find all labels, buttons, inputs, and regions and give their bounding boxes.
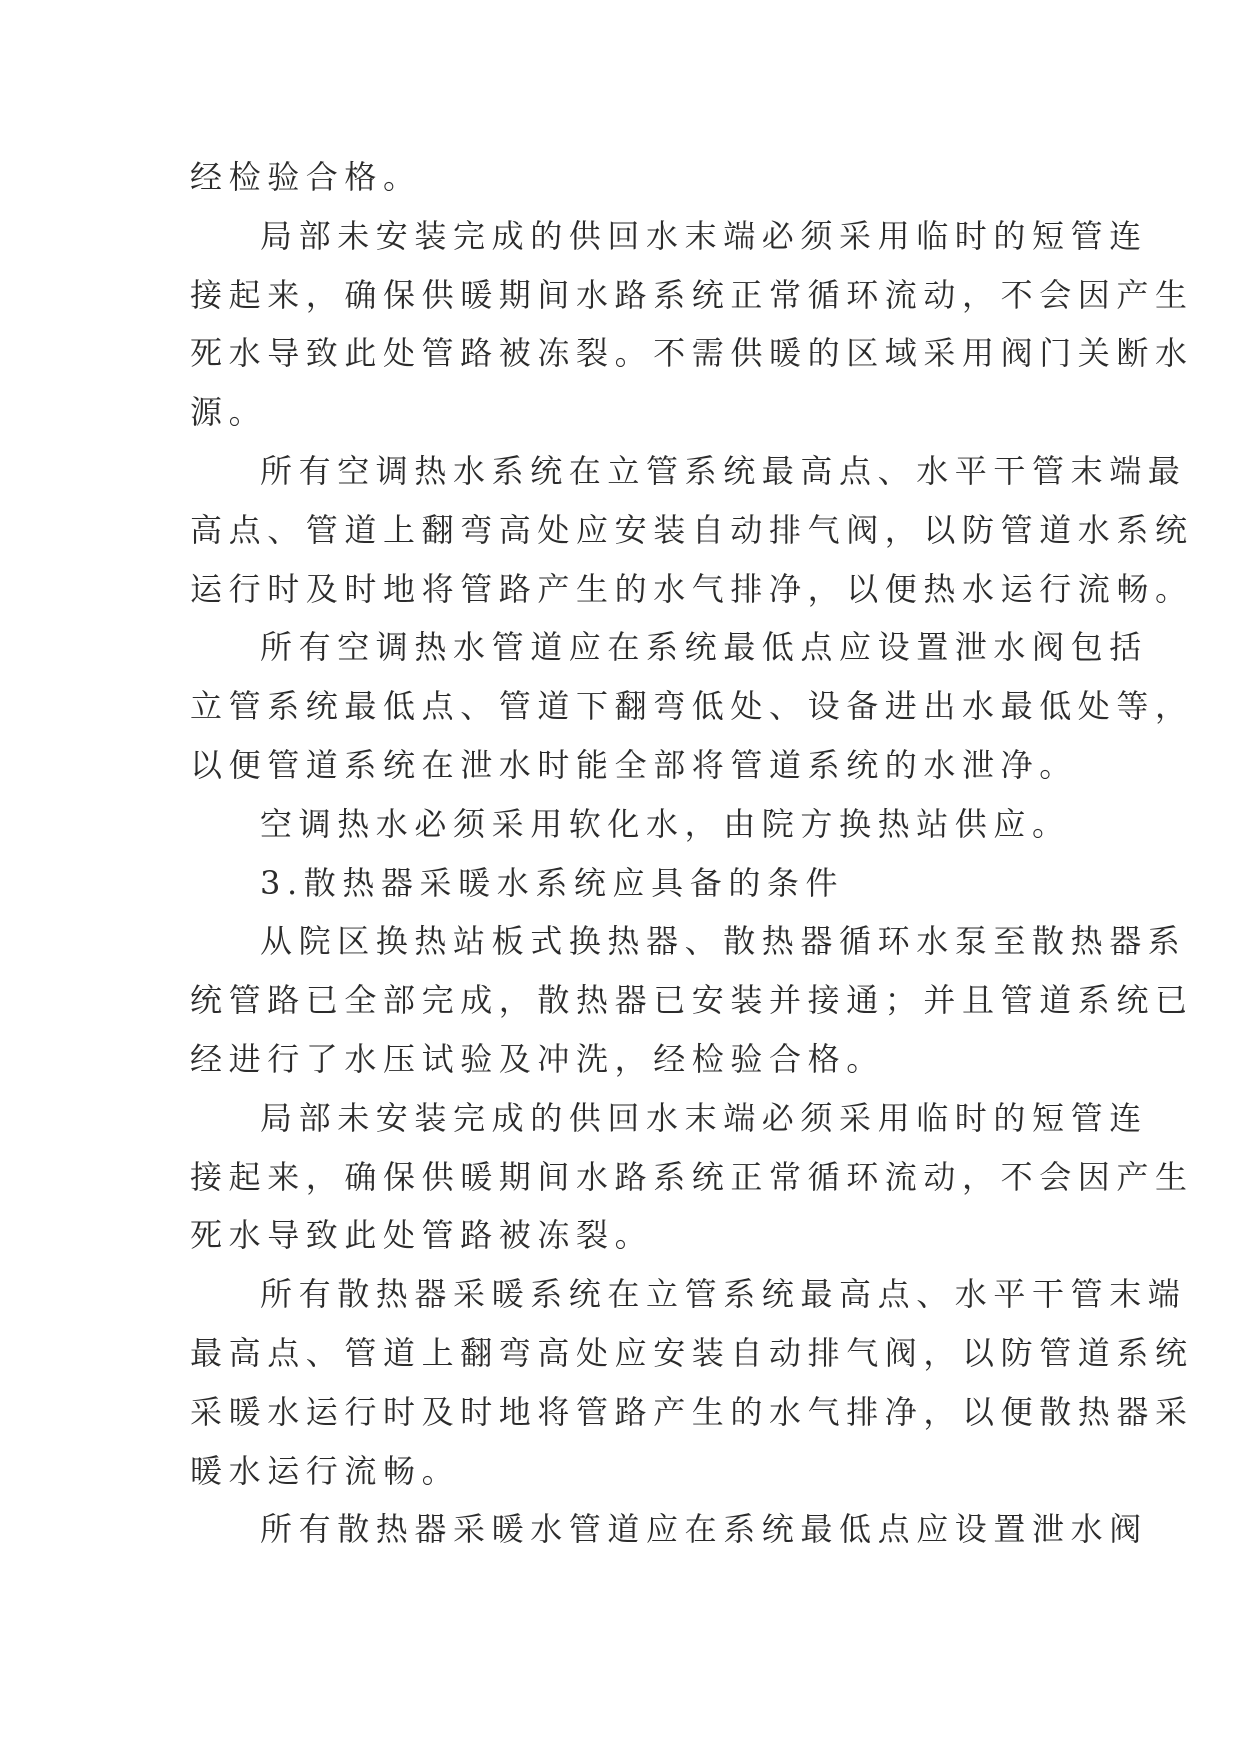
text-line: 源。 [190,393,268,432]
text-line: 接起来，确保供暖期间水路系统正常循环流动，不会因产生 [190,275,1194,314]
text-line: 局部未安装完成的供回水末端必须采用临时的短管连 [260,216,1148,255]
text-line: 所有散热器采暖系统在立管系统最高点、水平干管末端 [260,1275,1187,1314]
text-line: 所有空调热水管道应在系统最低点应设置泄水阀包括 [260,628,1148,667]
text-line: 死水导致此处管路被冻裂。 [190,1216,654,1255]
text-line: 从院区换热站板式换热器、散热器循环水泵至散热器系 [260,922,1187,961]
text-line: 统管路已全部完成，散热器已安装并接通；并且管道系统已 [190,981,1194,1020]
text-line: 死水导致此处管路被冻裂。不需供暖的区域采用阀门关断水 [190,334,1194,373]
text-line: 暖水运行流畅。 [190,1451,461,1490]
text-line: 高点、管道上翻弯高处应安装自动排气阀，以防管道水系统 [190,510,1194,549]
text-line: 立管系统最低点、管道下翻弯低处、设备进出水最低处等， [190,687,1194,726]
text-line: 局部未安装完成的供回水末端必须采用临时的短管连 [260,1098,1148,1137]
text-line: 最高点、管道上翻弯高处应安装自动排气阀，以防管道系统 [190,1333,1194,1372]
document-body [190,148,1194,1559]
section-heading: 3.散热器采暖水系统应具备的条件 [260,863,845,902]
text-line: 运行时及时地将管路产生的水气排净，以便热水运行流畅。 [190,569,1194,608]
text-line: 所有空调热水系统在立管系统最高点、水平干管末端最 [260,451,1187,490]
text-line: 经进行了水压试验及冲洗，经检验合格。 [190,1039,885,1078]
text-line: 采暖水运行时及时地将管路产生的水气排净，以便散热器采 [190,1392,1194,1431]
text-line: 经检验合格。 [190,158,422,196]
text-line: 所有散热器采暖水管道应在系统最低点应设置泄水阀 [260,1510,1148,1549]
text-line: 接起来，确保供暖期间水路系统正常循环流动，不会因产生 [190,1157,1194,1196]
text-line: 空调热水必须采用软化水，由院方换热站供应。 [260,804,1071,843]
text-line: 以便管道系统在泄水时能全部将管道系统的水泄净。 [190,745,1078,784]
